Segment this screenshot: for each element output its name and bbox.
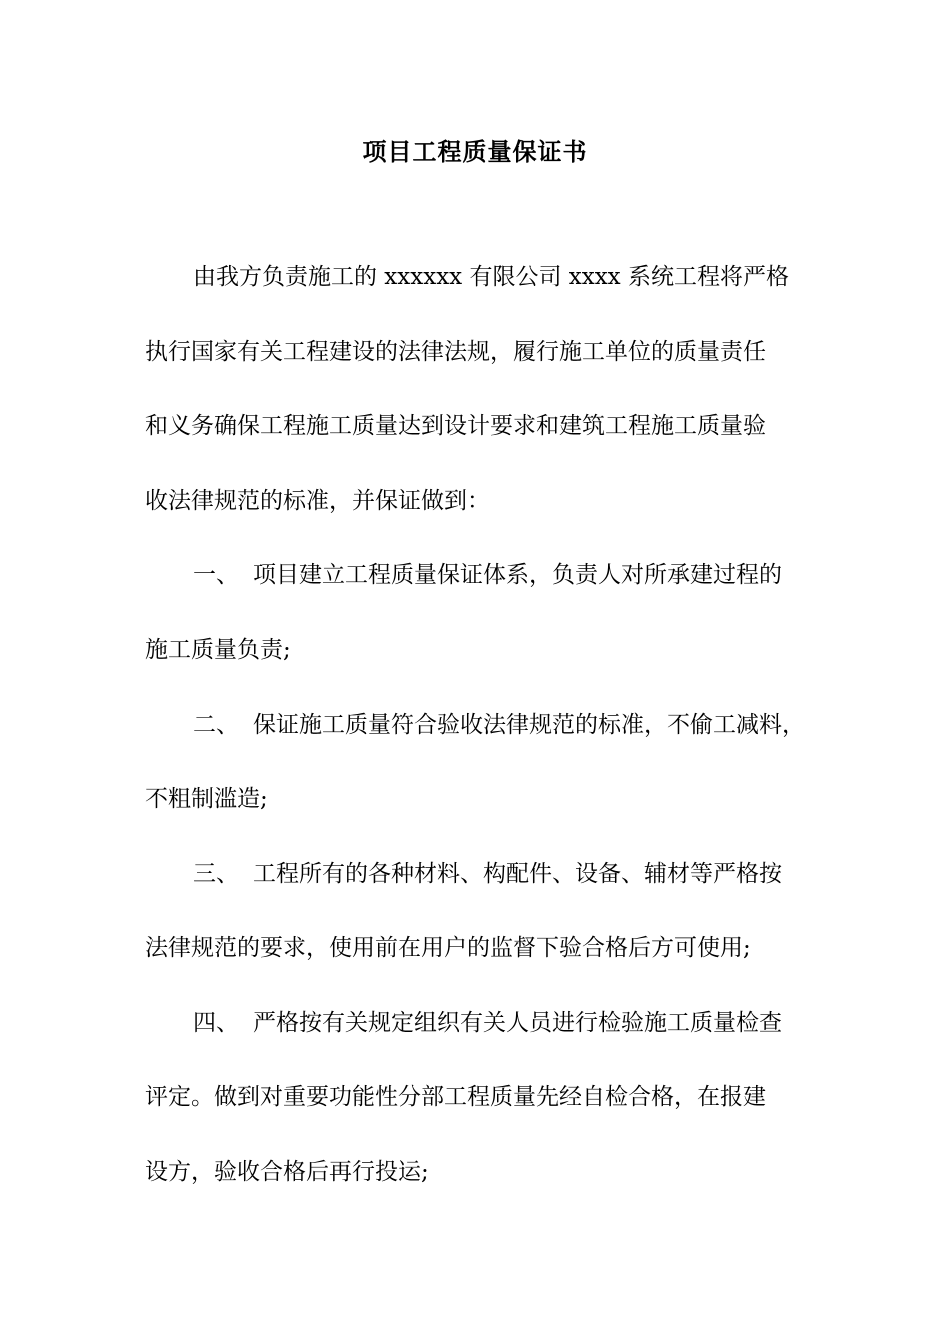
item-1-number: 一、 (193, 562, 239, 588)
intro-line-4: 收法律规范的标准，并保证做到： (145, 488, 490, 514)
intro-line-2: 执行国家有关工程建设的法律法规，履行施工单位的质量责任 (145, 339, 766, 365)
item-4-text: 严格按有关规定组织有关人员进行检验施工质量检查 (253, 1010, 782, 1036)
item-3-number: 三、 (193, 861, 239, 887)
intro-line-3: 和义务确保工程施工质量达到设计要求和建筑工程施工质量验 (145, 413, 766, 439)
item-2-text: 保证施工质量符合验收法律规范的标准，不偷工减料， (253, 712, 805, 738)
item-1-continuation: 施工质量负责; (145, 637, 291, 663)
item-4-number: 四、 (193, 1010, 239, 1036)
intro-line-1: 由我方负责施工的 xxxxxx 有限公司 xxxx 系统工程将严格 (193, 264, 789, 290)
item-3-text: 工程所有的各种材料、构配件、设备、辅材等严格按 (253, 861, 782, 887)
item-2-continuation: 不粗制滥造; (145, 786, 268, 812)
document-title: 项目工程质量保证书 (362, 137, 588, 166)
item-1-first-line (193, 560, 782, 590)
item-4-first-line (193, 1008, 782, 1038)
item-3-first-line (193, 859, 782, 889)
item-2-number: 二、 (193, 712, 239, 738)
item-1-text: 项目建立工程质量保证体系，负责人对所承建过程的 (253, 562, 782, 588)
item-3-continuation: 法律规范的要求，使用前在用户的监督下验合格后方可使用; (145, 935, 751, 961)
item-4-continuation-1: 评定。做到对重要功能性分部工程质量先经自检合格，在报建 (145, 1084, 766, 1110)
item-2-first-line (193, 710, 805, 740)
item-4-continuation-2: 设方，验收合格后再行投运; (145, 1159, 429, 1185)
